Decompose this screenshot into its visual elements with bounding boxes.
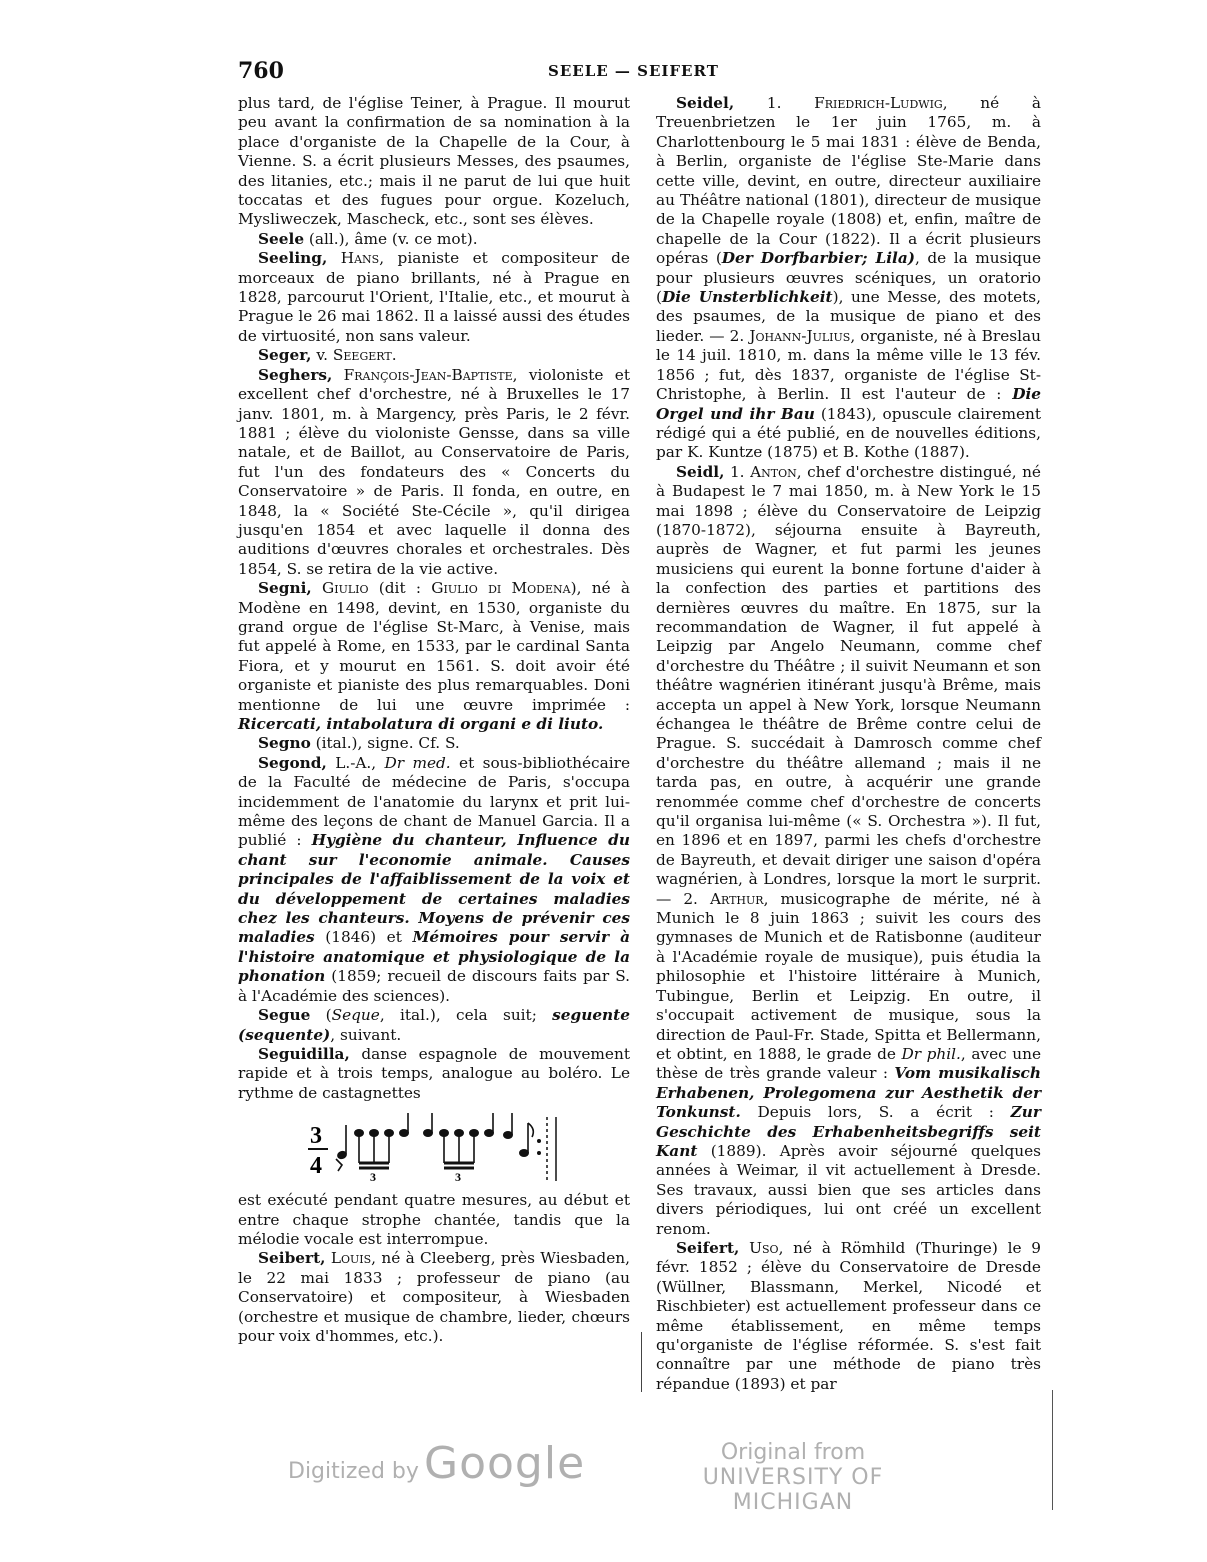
repeat-sign: [537, 1117, 556, 1181]
page-number: 760: [238, 58, 284, 84]
original-from-watermark: [668, 1440, 918, 1515]
entry-segno: Segno (ital.), signe. Cf. S.: [258, 734, 460, 753]
triplet-group-1: [354, 1113, 409, 1184]
entry-seibert: Seibert, Louis, né à Cleeberg, près Wiesbaden, le 22 mai 1833 ; professeur de piano (au Conservatoire) et compositeur, à Wiesbaden (orchestre et musique de chambre, lieder, chœurs pour voix d'hommes, etc.).: [238, 1249, 630, 1345]
digitized-prefix: Digitized by: [288, 1459, 419, 1484]
digitized-by-google-watermark: [288, 1438, 585, 1489]
rhythm-staff: [304, 1113, 564, 1185]
left-column: [238, 94, 630, 1346]
running-head: SEELE — SEIFERT: [548, 62, 719, 80]
entry-seger: Seger, v. Seegert.: [258, 346, 397, 365]
entry-segni: Segni, Giulio (dit : Giulio di Modena), né à Modène en 1498, devint, en 1530, organiste du grand orgue de l'église St-Marc, à Venise, mais fut appelé à Rome, en 1533, par le cardinal Santa Fiora, et y mourut en 1561. S. doit avoir été organiste et pianiste des plus remarquables. Doni mentionne de lui une œuvre imprimée : Ricercati, intabolatura di organi e di liuto.: [238, 579, 630, 733]
google-logo-text: Google: [424, 1438, 586, 1489]
page-edge-rule: [1052, 1390, 1053, 1510]
triplet-mark-1: 3: [370, 1170, 376, 1185]
entry-seidl: Seidl, 1. Anton, chef d'orchestre distingué, né à Budapest le 7 mai 1850, m. à New York le 15 mai 1898 ; élève du Conservatoire de Leipzig (1870-1872), séjourna ensuite à Bayreuth, auprès de Wagner, et fut parmi les jeunes musiciens qui eurent la bonne fortune d'aider à la confection des parties et partitions des dernières œuvres du maître. En 1875, sur la recommandation de Wagner, il fut appelé à Leipzig par Angelo Neumann, comme chef d'orchestre du Théâtre ; il suivit Neumann et son théâtre wagnérien itinérant jusqu'à Brême, mais accepta un appel à New York, lorsque Neumann échangea le théâtre de Brême contre celui de Prague. S. succédait à Damrosch comme chef d'orchestre du théâtre allemand ; mais il ne tarda pas, en outre, à acquérir une grande renommée comme chef d'orchestre de concerts qu'il organisa lui-même (« S. Orchestra »). Il fut, en 1896 et en 1897, parmi les chefs d'orchestre de Bayreuth, et devait diriger une saison d'opéra wagnérien, à Londres, lorsque la mort le surprit. — 2. Arthur, musicographe de mérite, né à Munich le 8 juin 1863 ; suivit les cours des gymnases de Munich et de Ratisbonne (auditeur à l'Académie royale de musique), puis étudia la philosophie et l'histoire littéraire à Munich, Tubingue, Berlin et Leipzig. En outre, il s'occupait activement de musique, sous la direction de Paul-Fr. Stade, Spitta et Bellermann, et obtint, en 1888, le grade de Dr phil., avec une thèse de très grande valeur : Vom musikalisch Erhabenen, Prolegomena zur Aesthetik der Tonkunst. Depuis lors, S. a écrit : Zur Geschichte des Erhabenheitsbegriffs seit Kant (1889). Après avoir séjourné quelques années à Weimar, il vit actuellement à Dresde. Ses travaux, aussi bien que ses articles dans divers périodiques, lui ont créé un excellent renom.: [656, 462, 1041, 1238]
note-group-final: [503, 1113, 533, 1157]
university-name: UNIVERSITY OF MICHIGAN: [702, 1465, 884, 1515]
entry-seghers: Seghers, François-Jean-Baptiste, violoniste et excellent chef d'orchestre, né à Bruxelles le 17 janv. 1801, m. à Margency, près Paris, le 2 févr. 1881 ; élève du violoniste Gensse, dans sa ville natale, et de Baillot, au Conservatoire de Paris, fut l'un des fondateurs des « Concerts du Conservatoire » de Paris. Il fonda, en outre, en 1848, la « Société Ste-Cécile », qu'il dirigea jusqu'en 1854 et avec laquelle il donna des auditions d'œuvres chorales et orchestrales. Dès 1854, S. se retira de la vie active.: [238, 365, 630, 578]
castanet-rhythm-notation: [238, 1113, 630, 1185]
page-header: [238, 58, 1028, 84]
entry-segue: Segue (Seque, ital.), cela suit; seguente (sequente), suivant.: [238, 1006, 630, 1044]
time-signature-bottom: 4: [310, 1153, 322, 1180]
triplet-mark-2: 3: [455, 1170, 461, 1185]
entry-seguidilla-continuation: est exécuté pendant quatre mesures, au début et entre chaque strophe chantée, tandis que la mélodie vocale est interrompue.: [238, 1191, 630, 1248]
original-from-label: Original from: [720, 1440, 866, 1465]
time-signature-top: 3: [310, 1123, 322, 1150]
triplet-group-2: [423, 1113, 494, 1184]
entry-seguidilla: Seguidilla, danse espagnole de mouvement rapide et à trois temps, analogue au boléro. Le rythme de castagnettes: [238, 1044, 630, 1102]
entry-continuation: plus tard, de l'église Teiner, à Prague. Il mourut peu avant la confirmation de sa nomination à la place d'organiste de la Chapelle de la Cour, à Vienne. S. a écrit plusieurs Messes, des psaumes, des litanies, etc.; mais il ne parut de lui que huit toccatas et des fugues pour orgue. Kozeluch, Mysliweczek, Mascheck, etc., sont ses élèves.: [238, 94, 630, 229]
note-group-1: [336, 1125, 348, 1171]
entry-seeling: Seeling, Hans, pianiste et compositeur de morceaux de piano brillants, né à Prague en 1828, parcourut l'Orient, l'Italie, etc., et mourut à Prague le 26 mai 1862. Il a laissé aussi des études de virtuosité, non sans valeur.: [238, 249, 630, 345]
entry-seifert: Seifert, Uso, né à Römhild (Thuringe) le 9 févr. 1852 ; élève du Conservatoire de Dresde (Wüllner, Blassmann, Merkel, Nicodé et Rischbieter) est actuellement professeur dans ce même établissement, en même temps qu'organiste de l'église réformée. S. s'est fait connaître par une méthode de piano très répandue (1893) et par: [656, 1238, 1041, 1393]
right-column: [656, 94, 1041, 1394]
column-rule-left: [641, 1332, 642, 1392]
entry-seele: Seele (all.), âme (v. ce mot).: [258, 229, 478, 248]
entry-seidel: Seidel, 1. Friedrich-Ludwig, né à Treuenbrietzen le 1er juin 1765, m. à Charlottenbourg le 5 mai 1831 : élève de Benda, à Berlin, organiste de l'église Ste-Marie dans cette ville, devint, en outre, directeur auxiliaire au Théâtre national (1801), directeur de musique de la Chapelle royale (1808) et, enfin, maître de chapelle de la Cour (1822). Il a écrit plusieurs opéras (Der Dorfbarbier; Lila), de la musique pour plusieurs œuvres scéniques, un oratorio (Die Unsterblichkeit), une Messe, des motets, des psaumes, de la musique de piano et des lieder. — 2. Johann-Julius, organiste, né à Breslau le 14 juil. 1810, m. dans la même ville le 13 fév. 1856 ; fut, dès 1837, organiste de l'église St-Christophe, à Berlin. Il est l'auteur de : Die Orgel und ihr Bau (1843), opuscule clairement rédigé qui a été publié, en de nouvelles éditions, par K. Kuntze (1875) et B. Kothe (1887).: [656, 94, 1042, 462]
entry-segond: Segond, L.-A., Dr med. et sous-bibliothécaire de la Faculté de médecine de Paris, s'occupa incidemment de l'anatomie du larynx et prit lui-même des leçons de chant de Manuel Garcia. Il a publié : Hygiène du chanteur, Influence du chant sur l'economie animale. Causes principales de l'affaiblissement de la voix et du développement de certaines maladies chez les chanteurs. Moyens de prévenir ces maladies (1846) et Mémoires pour servir à l'histoire anatomique et physiologique de la phonation (1859; recueil de discours faits par S. à l'Académie des sciences).: [238, 753, 631, 1005]
